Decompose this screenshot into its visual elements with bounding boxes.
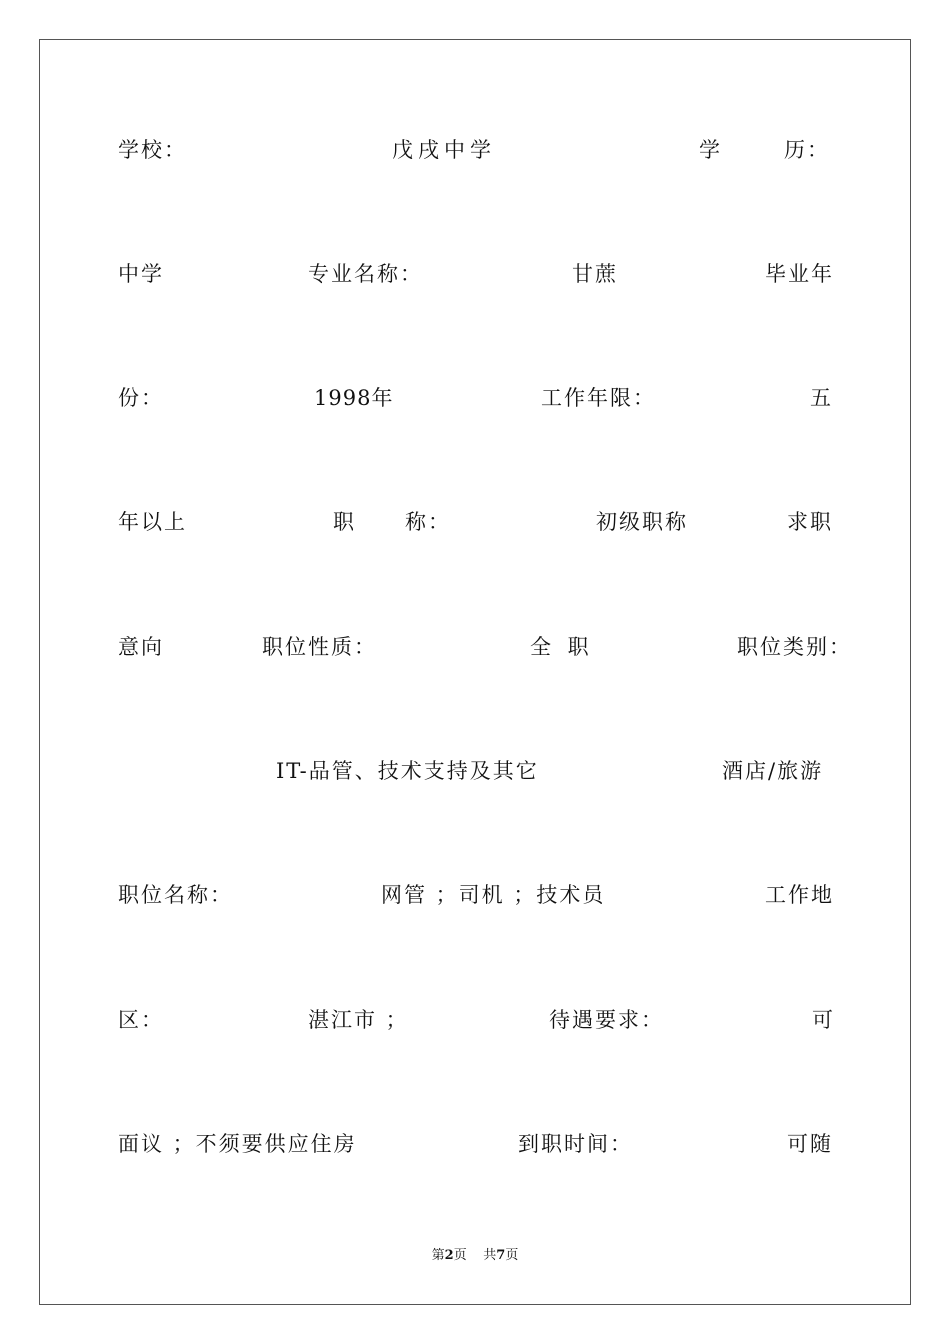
value-salary-part2: 面议 ；不须要供应住房 xyxy=(118,1132,357,1156)
label-job-title: 职位名称： xyxy=(118,883,233,907)
value-major: 甘蔗 xyxy=(572,262,618,286)
label-job-intention-part1: 求职 xyxy=(787,510,833,534)
value-title: 初级职称 xyxy=(596,510,688,534)
label-education-part2: 历： xyxy=(784,138,830,162)
value-school: 戊戌中学 xyxy=(392,138,496,162)
page-border xyxy=(39,39,911,1305)
label-work-location-part1: 工作地 xyxy=(765,883,834,907)
footer-page-unit: 页 xyxy=(453,1248,467,1263)
label-job-category: 职位类别： xyxy=(737,635,852,659)
value-work-years-part2: 年以上 xyxy=(118,510,187,534)
footer-total-unit: 页 xyxy=(505,1248,519,1263)
footer-page-current: 2 xyxy=(444,1248,454,1263)
value-job-nature: 全 职 xyxy=(530,635,594,659)
value-salary-part1: 可 xyxy=(812,1008,835,1032)
label-title-part1: 职 xyxy=(333,510,356,534)
value-work-years-part1: 五 xyxy=(810,386,833,410)
value-job-category-1: IT-品管、技术支持及其它 xyxy=(276,759,539,783)
label-major: 专业名称： xyxy=(308,262,423,286)
label-work-location-part2: 区： xyxy=(118,1008,164,1032)
footer-total-prefix: 共 xyxy=(483,1248,497,1263)
label-education-part1: 学 xyxy=(699,138,722,162)
label-graduation-year-part1: 毕业年 xyxy=(765,262,834,286)
value-work-location: 湛江市 ； xyxy=(308,1008,409,1032)
footer-page-prefix: 第 xyxy=(431,1248,445,1263)
label-salary: 待遇要求： xyxy=(549,1008,664,1032)
value-job-category-2: 酒店/旅游 xyxy=(722,759,824,783)
value-job-title: 网管 ；司机 ；技术员 xyxy=(381,883,606,907)
footer-total-pages: 7 xyxy=(496,1248,506,1263)
page-footer xyxy=(0,1248,950,1264)
label-graduation-year-part2: 份： xyxy=(118,386,164,410)
value-start-date: 可随 xyxy=(787,1132,833,1156)
label-start-date: 到职时间： xyxy=(518,1132,633,1156)
value-graduation-year: 1998年 xyxy=(314,386,394,410)
value-education: 中学 xyxy=(118,262,164,286)
label-job-intention-part2: 意向 xyxy=(118,635,164,659)
label-job-nature: 职位性质： xyxy=(262,635,377,659)
label-school: 学校： xyxy=(118,138,187,162)
label-work-years: 工作年限： xyxy=(541,386,656,410)
label-title-part2: 称： xyxy=(405,510,451,534)
